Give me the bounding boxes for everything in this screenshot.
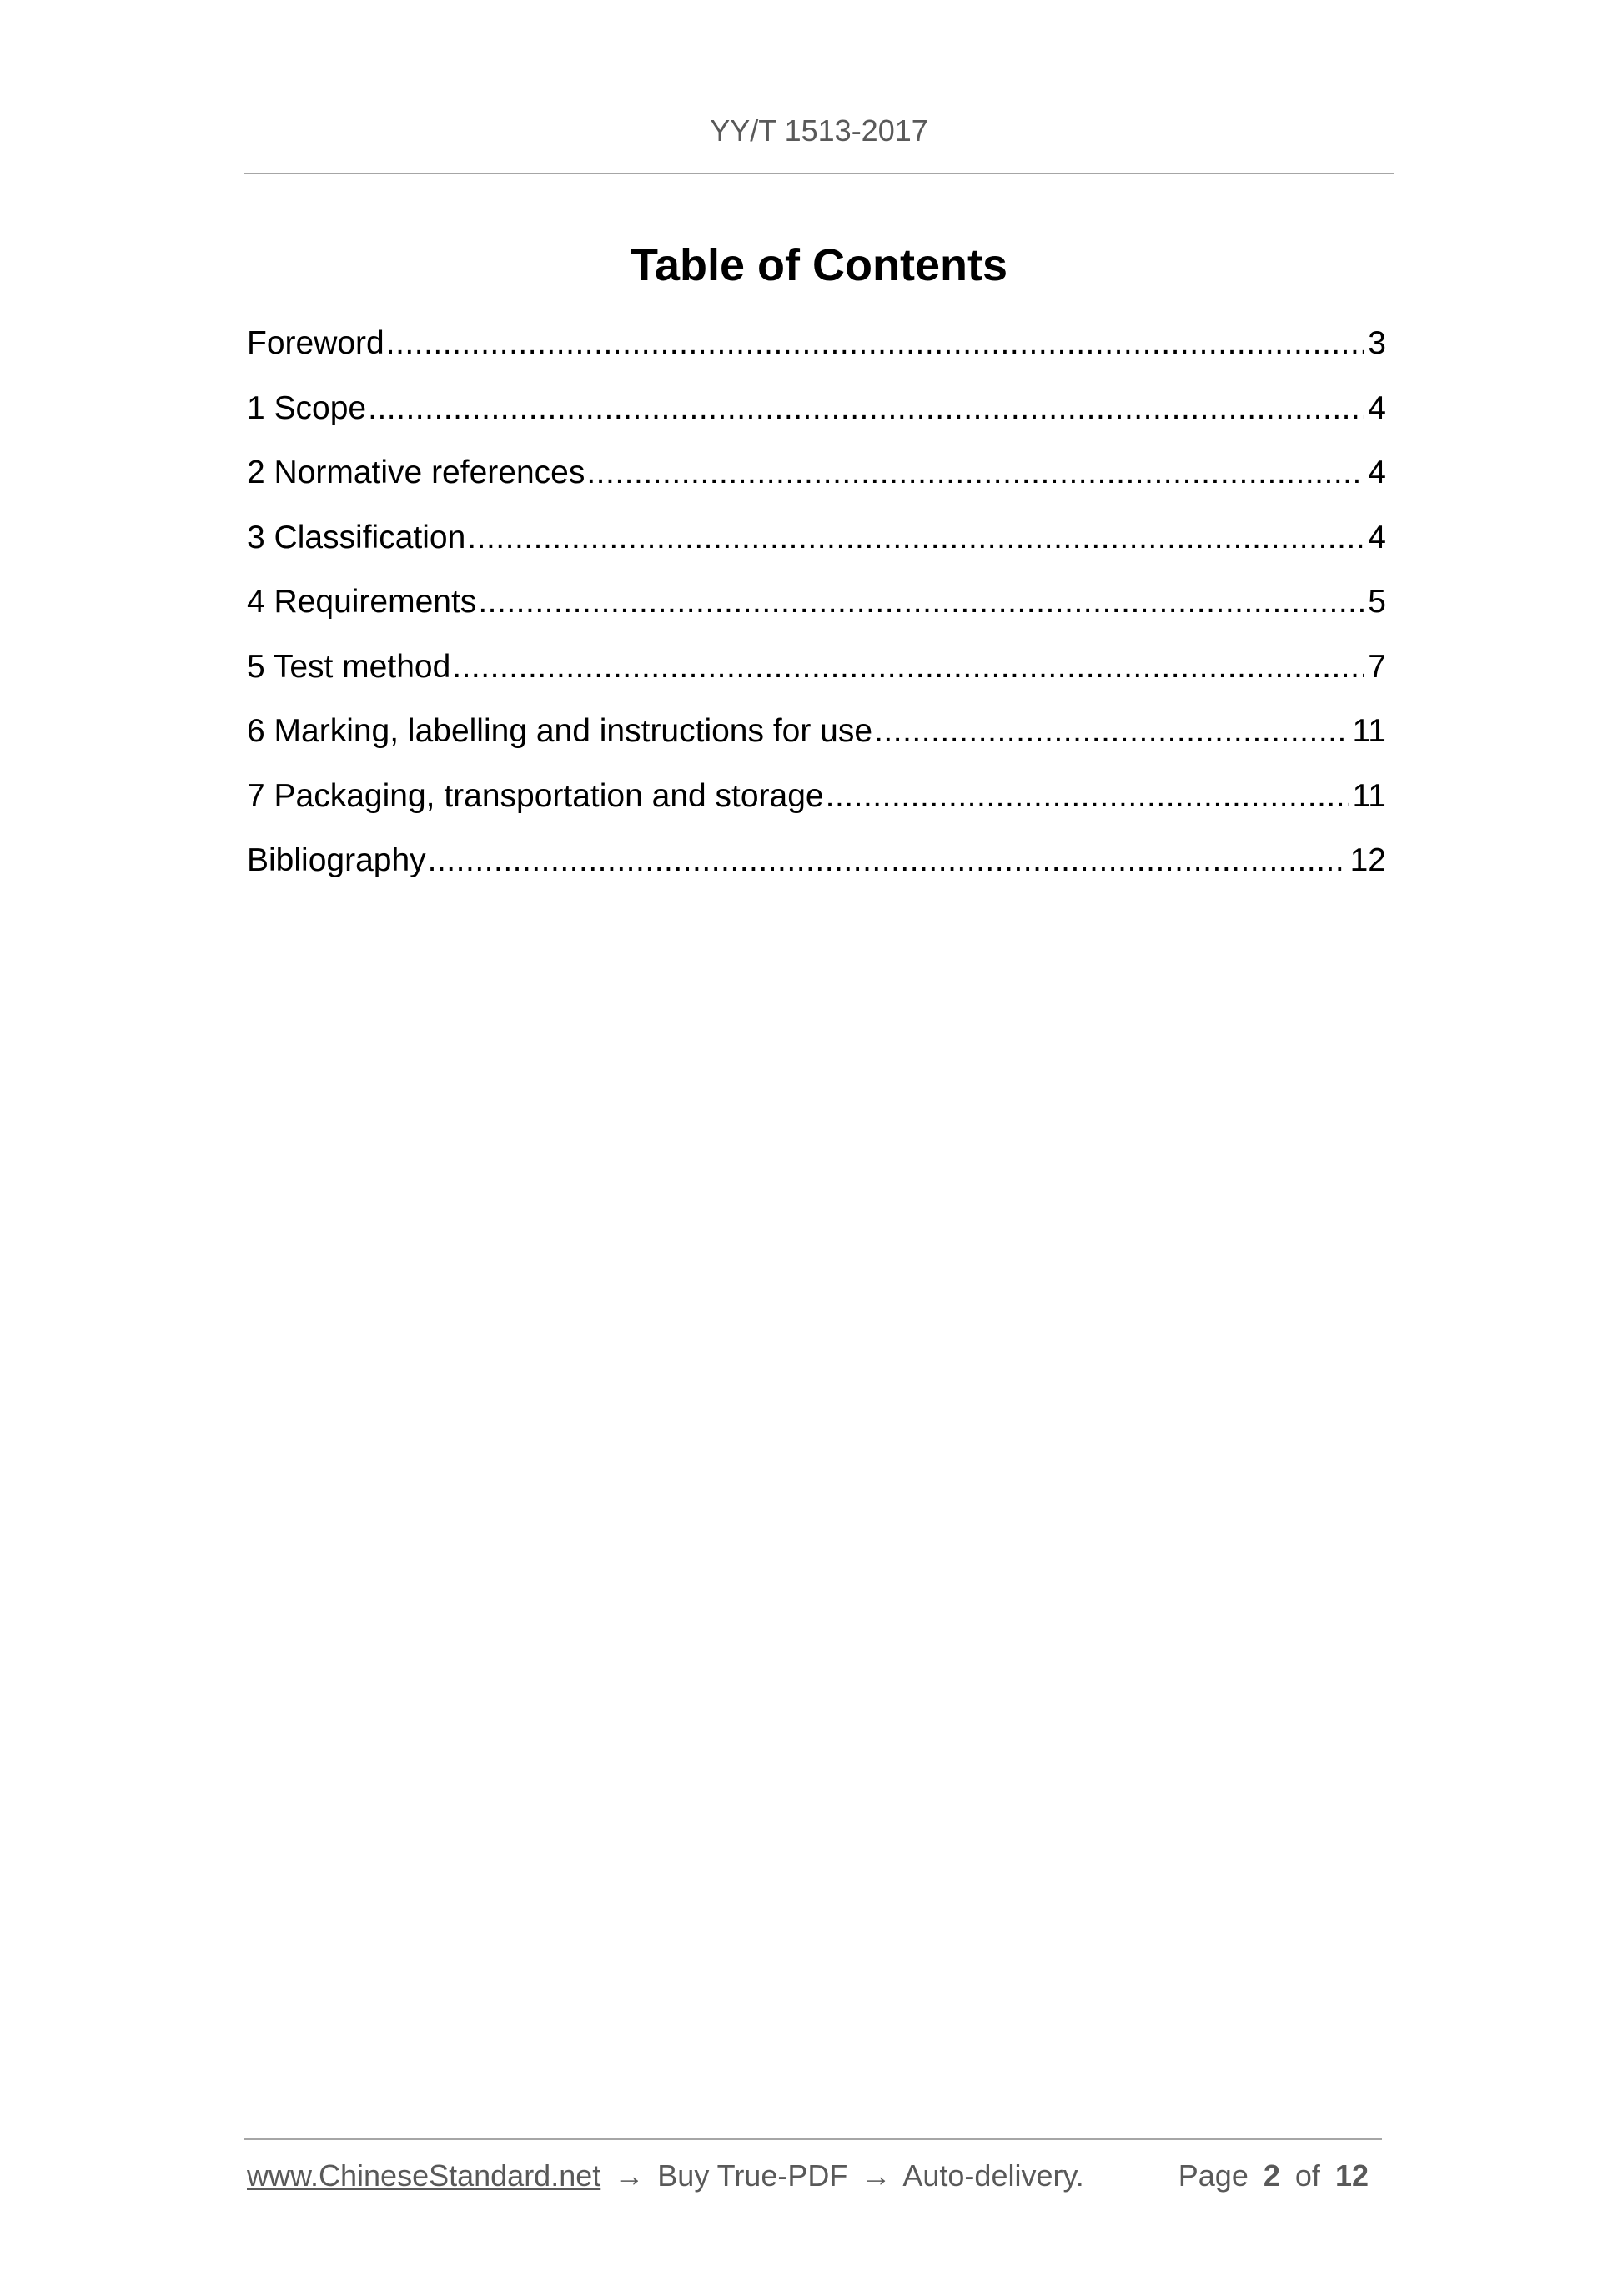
toc-entry-marking[interactable] (247, 706, 1386, 771)
toc-entry-page: 4 (1368, 519, 1386, 555)
toc-entry-foreword[interactable] (247, 319, 1386, 384)
toc-entry-page: 5 (1368, 584, 1386, 620)
toc-entry-label: 7 Packaging, transportation and storage (247, 777, 824, 814)
toc-entry-bibliography[interactable] (247, 836, 1386, 901)
website-link[interactable]: www.ChineseStandard.net (247, 2158, 601, 2193)
toc-heading: Table of Contents (631, 240, 1007, 290)
toc-entry-label: 5 Test method (247, 648, 451, 685)
toc-entry-page: 3 (1368, 325, 1386, 361)
document-id-header: YY/T 1513-2017 (710, 113, 928, 148)
arrow-right-icon: → (861, 2158, 892, 2193)
toc-entry-label: 4 Requirements (247, 584, 477, 620)
toc-entry-page: 12 (1349, 842, 1386, 878)
toc-entry-label: 2 Normative references (247, 455, 585, 490)
toc-entry-requirements[interactable] (247, 577, 1386, 642)
toc-entry-scope[interactable] (247, 384, 1386, 449)
toc-entry-label: 3 Classification (247, 519, 466, 555)
page-indicator (1178, 2158, 1375, 2193)
toc-entry-packaging[interactable] (247, 771, 1386, 837)
footer-divider (244, 2138, 1382, 2140)
buy-true-pdf-text: Buy True-PDF (657, 2158, 848, 2193)
arrow-right-icon: → (614, 2158, 645, 2193)
page-of-label: of (1294, 2158, 1320, 2193)
toc-dot-leader (368, 384, 1364, 434)
header-divider (244, 173, 1394, 174)
toc-entry-page: 4 (1368, 389, 1386, 426)
toc-entry-page: 11 (1352, 713, 1386, 749)
toc-dot-leader (874, 706, 1349, 756)
toc-entry-label: 1 Scope (247, 389, 367, 426)
toc-dot-leader (452, 642, 1364, 692)
toc-entry-label: Bibliography (247, 842, 426, 878)
toc-entry-page: 4 (1368, 455, 1386, 490)
toc-entry-test-method[interactable] (247, 642, 1386, 707)
toc-dot-leader (467, 513, 1364, 563)
toc-entry-label: 6 Marking, labelling and instructions for use (247, 713, 873, 749)
toc-entry-label: Foreword (247, 325, 384, 361)
toc-dot-leader (428, 836, 1347, 886)
auto-delivery-text: Auto-delivery. (902, 2158, 1084, 2193)
page-label: Page (1178, 2158, 1249, 2193)
page-total: 12 (1334, 2158, 1369, 2193)
toc-list (247, 319, 1386, 901)
page-footer (247, 2158, 1382, 2193)
toc-entry-classification[interactable] (247, 513, 1386, 578)
page-current: 2 (1263, 2158, 1280, 2193)
toc-dot-leader (586, 448, 1364, 498)
toc-entry-normative-references[interactable] (247, 448, 1386, 513)
toc-entry-page: 11 (1352, 777, 1386, 814)
toc-entry-page: 7 (1368, 648, 1386, 685)
toc-dot-leader (386, 319, 1365, 369)
toc-dot-leader (478, 577, 1364, 627)
toc-dot-leader (826, 771, 1349, 821)
